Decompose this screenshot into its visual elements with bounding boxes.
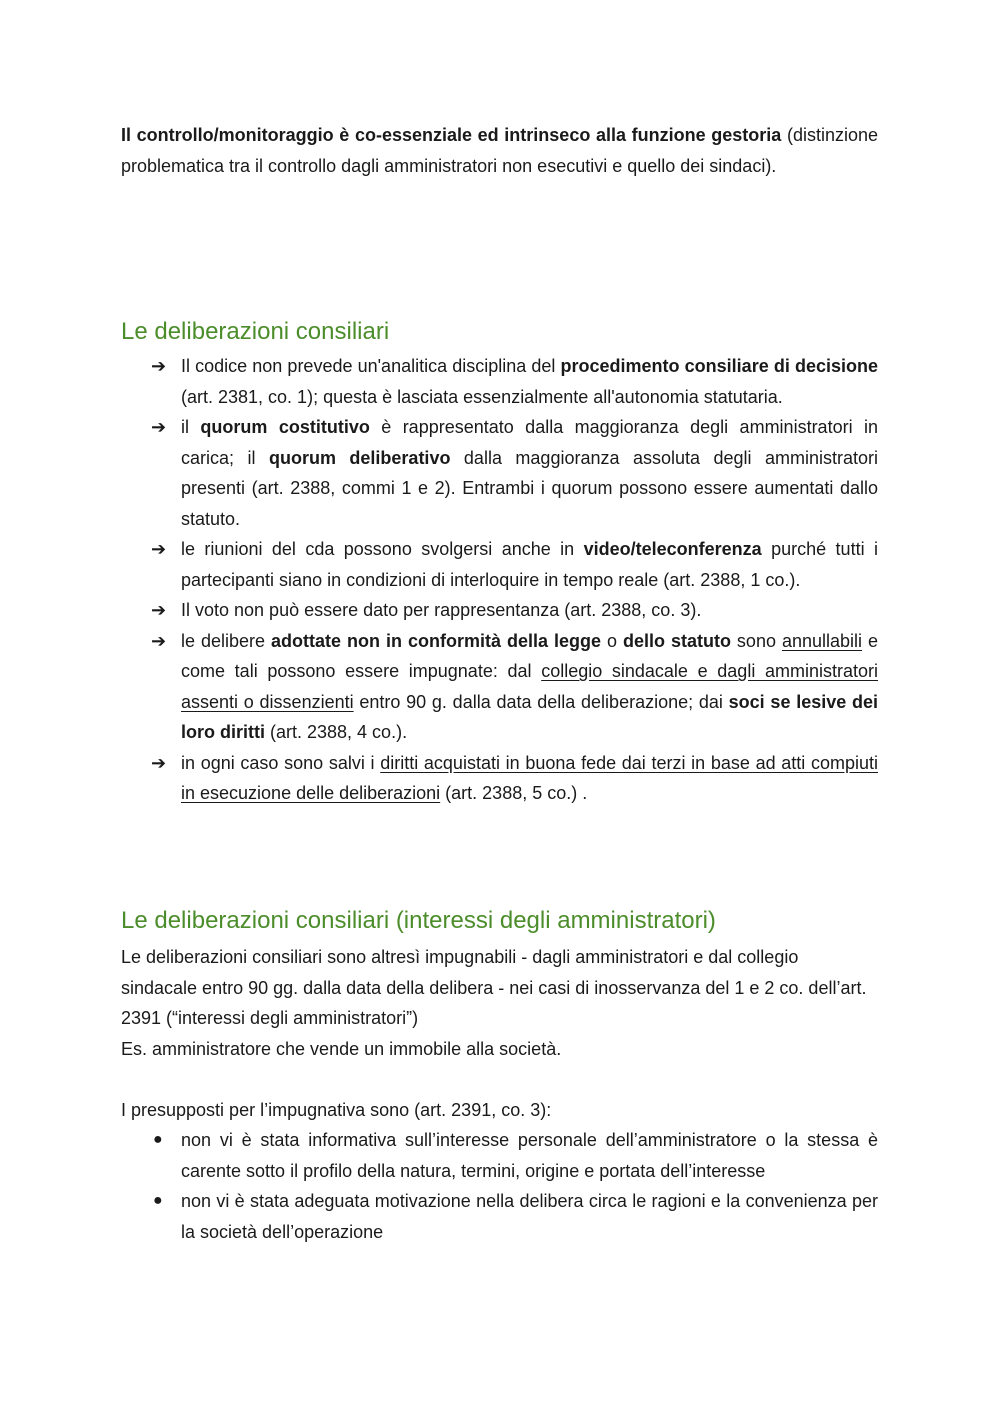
section-heading-deliberazioni: Le deliberazioni consiliari [121, 318, 390, 345]
list-item: ➔ Il voto non può essere dato per rappresentanza (art. 2388, co. 3). [121, 595, 878, 626]
arrow-right-icon: ➔ [151, 356, 167, 376]
intro-paragraph [121, 120, 878, 181]
intro-bold: Il controllo/monitoraggio è co-essenziale ed intrinseco alla funzione gestoria [121, 125, 782, 145]
list-item: ➔ il quorum costitutivo è rappresentato dalla maggioranza degli amministratori in carica; il quorum deliberativo dalla maggioranza assoluta degli amministratori presenti (art. 2388, commi 1 e 2). Entrambi i quorum possono essere aumentati dallo statuto. [121, 412, 878, 534]
presupposti-text: I presupposti per l’impugnativa sono (art. 2391, co. 3): [121, 1100, 552, 1120]
arrow-right-icon: ➔ [151, 600, 167, 620]
list-item: ● non vi è stata informativa sull’interesse personale dell’amministratore o la stessa è carente sotto il profilo della natura, termini, origine e portata dell’interesse [121, 1125, 878, 1186]
intro-rest: (distinzione problematica tra il controllo dagli amministratori non esecutivi e quello dei sindaci). [121, 125, 879, 176]
list-item: ➔ le riunioni del cda possono svolgersi anche in video/teleconferenza purché tutti i partecipanti siano in condizioni di interloquire in tempo reale (art. 2388, 1 co.). [121, 534, 878, 595]
bullet-list [121, 1125, 878, 1247]
bullet-dot-icon: ● [153, 1131, 163, 1148]
bullet-dot-icon: ● [153, 1192, 163, 1209]
list-item: ● non vi è stata adeguata motivazione nella delibera circa le ragioni e la convenienza per la società dell’operazione [121, 1186, 878, 1247]
arrow-right-icon: ➔ [151, 752, 167, 773]
list-item: ➔ Il codice non prevede un'analitica disciplina del procedimento consiliare di decisione (art. 2381, co. 1); questa è lasciata essenzialmente all'autonomia statutaria. [121, 351, 878, 412]
list-item: ➔ le delibere adottate non in conformità della legge o dello statuto sono annullabili e come tali possono essere impugnate: dal collegio sindacale e dagli amministratori assenti o dissenzienti entro 90 g. dalla data della deliberazione; dai soci se lesive dei loro diritti (art. 2388, 4 co.). [121, 626, 878, 748]
arrow-right-icon: ➔ [151, 539, 167, 559]
arrow-list [121, 351, 878, 809]
paragraph-text: Le deliberazioni consiliari sono altresì impugnabili - dagli amministratori e dal collegio sindacale entro 90 gg. dalla data della delibera - nei casi di inosservanza del 1 e 2 co. dell’art. 2391 (“interessi degli amministratori”) [121, 947, 867, 1028]
arrow-right-icon: ➔ [151, 630, 167, 651]
interessi-paragraph [121, 942, 878, 1064]
example-text: Es. amministratore che vende un immobile alla società. [121, 1038, 562, 1059]
list-item: ➔ in ogni caso sono salvi i diritti acquistati in buona fede dai terzi in base ad atti compiuti in esecuzione delle deliberazioni (art. 2388, 5 co.) . [121, 748, 878, 809]
arrow-right-icon: ➔ [151, 417, 167, 437]
section-heading-interessi: Le deliberazioni consiliari (interessi degli amministratori) [121, 907, 716, 934]
